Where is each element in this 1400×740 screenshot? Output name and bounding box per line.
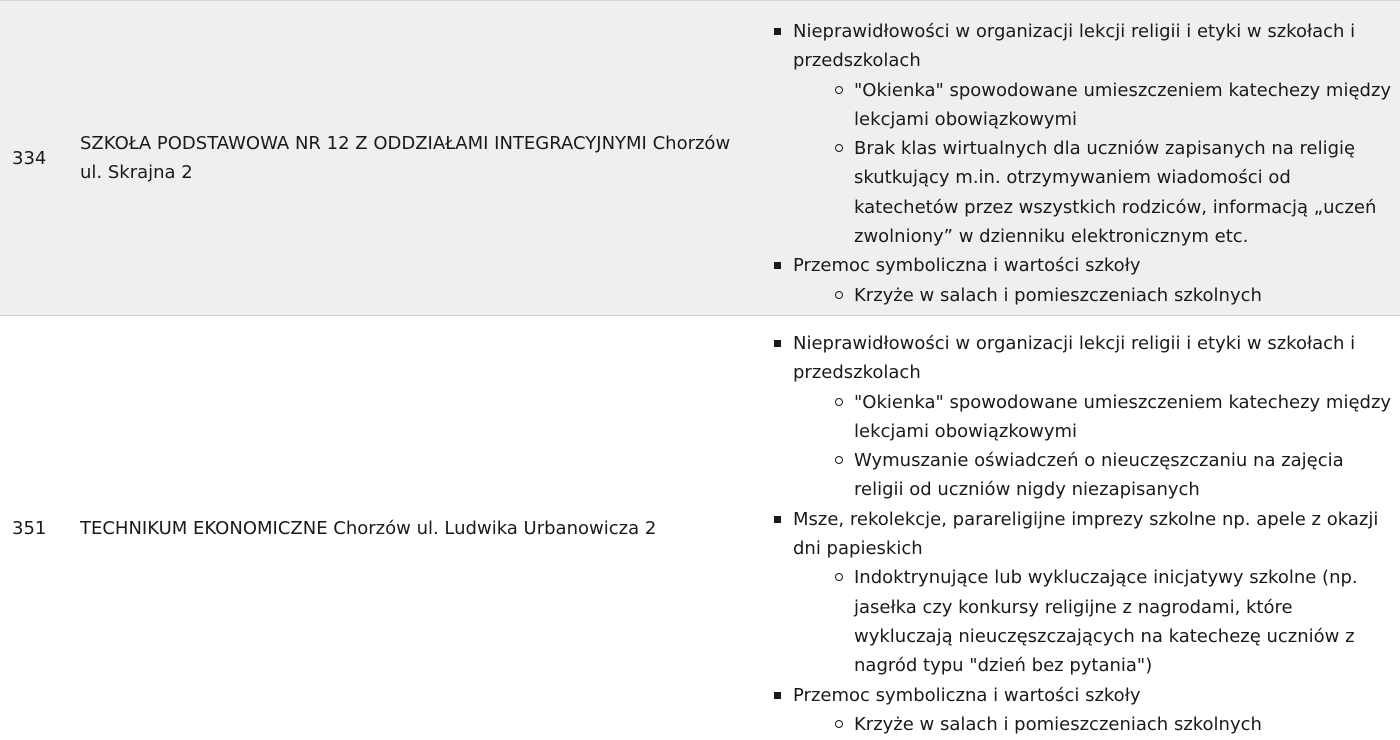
square-bullet-icon	[774, 262, 781, 269]
issue-item-text: "Okienka" spowodowane umieszczeniem katechezy między lekcjami obowiązkowymi	[854, 79, 1392, 130]
circle-bullet-icon	[835, 144, 843, 152]
issue-category	[772, 681, 1392, 740]
issue-category-title: Nieprawidłowości w organizacji lekcji religii i etyki w szkołach i przedszkolach	[793, 21, 1356, 72]
issue-category-list	[772, 329, 1392, 739]
issue-item	[854, 710, 1392, 739]
issue-item-text: Wymuszanie oświadczeń o nieuczęszczaniu na zajęcia religii od uczniów nigdy niezapisanych	[854, 450, 1344, 501]
issue-item-text: Brak klas wirtualnych dla uczniów zapisanych na religię skutkujący m.in. otrzymywaniem wiadomości od katechetów przez wszystkich rodziców, informacją „uczeń zwolniony” w dzienniku elektronicznym etc.	[854, 138, 1377, 248]
issue-item-text: "Okienka" spowodowane umieszczeniem katechezy między lekcjami obowiązkowymi	[854, 391, 1392, 442]
square-bullet-icon	[774, 28, 781, 35]
issue-item-list	[793, 710, 1392, 739]
issue-category	[772, 251, 1392, 310]
school-name: SZKOŁA PODSTAWOWA NR 12 Z ODDZIAŁAMI INTEGRACYJNYMI Chorzów ul. Skrajna 2	[80, 133, 731, 183]
school-id: 334	[12, 147, 47, 169]
issue-item-list	[793, 388, 1392, 505]
issue-item-list	[793, 563, 1392, 680]
issue-item	[854, 446, 1392, 505]
circle-bullet-icon	[835, 720, 843, 728]
issue-item-list	[793, 76, 1392, 252]
school-id: 351	[12, 517, 47, 539]
issue-category	[772, 17, 1392, 251]
circle-bullet-icon	[835, 456, 843, 464]
issue-category	[772, 505, 1392, 681]
school-name: TECHNIKUM EKONOMICZNE Chorzów ul. Ludwika Urbanowicza 2	[80, 517, 657, 539]
issue-item-text: Krzyże w salach i pomieszczeniach szkolnych	[854, 284, 1262, 306]
issue-item	[854, 388, 1392, 447]
issue-category-title: Nieprawidłowości w organizacji lekcji religii i etyki w szkołach i przedszkolach	[793, 333, 1356, 384]
issues-cell	[772, 17, 1392, 310]
issue-item	[854, 76, 1392, 135]
table-row	[0, 316, 1400, 740]
issues-cell	[772, 329, 1392, 739]
issue-item	[854, 134, 1392, 251]
issue-category	[772, 329, 1392, 505]
issue-category-title: Przemoc symboliczna i wartości szkoły	[793, 255, 1141, 277]
circle-bullet-icon	[835, 398, 843, 406]
issue-category-title: Msze, rekolekcje, parareligijne imprezy szkolne np. apele z okazji dni papieskich	[793, 508, 1379, 560]
issue-item	[854, 281, 1392, 310]
issue-item-list	[793, 281, 1392, 310]
circle-bullet-icon	[835, 291, 843, 299]
square-bullet-icon	[774, 340, 781, 347]
issue-category-title: Przemoc symboliczna i wartości szkoły	[793, 684, 1141, 706]
circle-bullet-icon	[835, 86, 843, 94]
table-row	[0, 0, 1400, 316]
issue-item-text: Krzyże w salach i pomieszczeniach szkolnych	[854, 713, 1262, 735]
square-bullet-icon	[774, 692, 781, 699]
issue-category-list	[772, 17, 1392, 310]
issue-item	[854, 563, 1392, 680]
circle-bullet-icon	[835, 573, 843, 581]
square-bullet-icon	[774, 516, 781, 523]
issue-item-text: Indoktrynujące lub wykluczające inicjatywy szkolne (np. jasełka czy konkursy religijne z nagrodami, które wykluczają nieuczęszczających na katechezę uczniów z nagród typu "dzień bez pytania")	[854, 567, 1358, 677]
